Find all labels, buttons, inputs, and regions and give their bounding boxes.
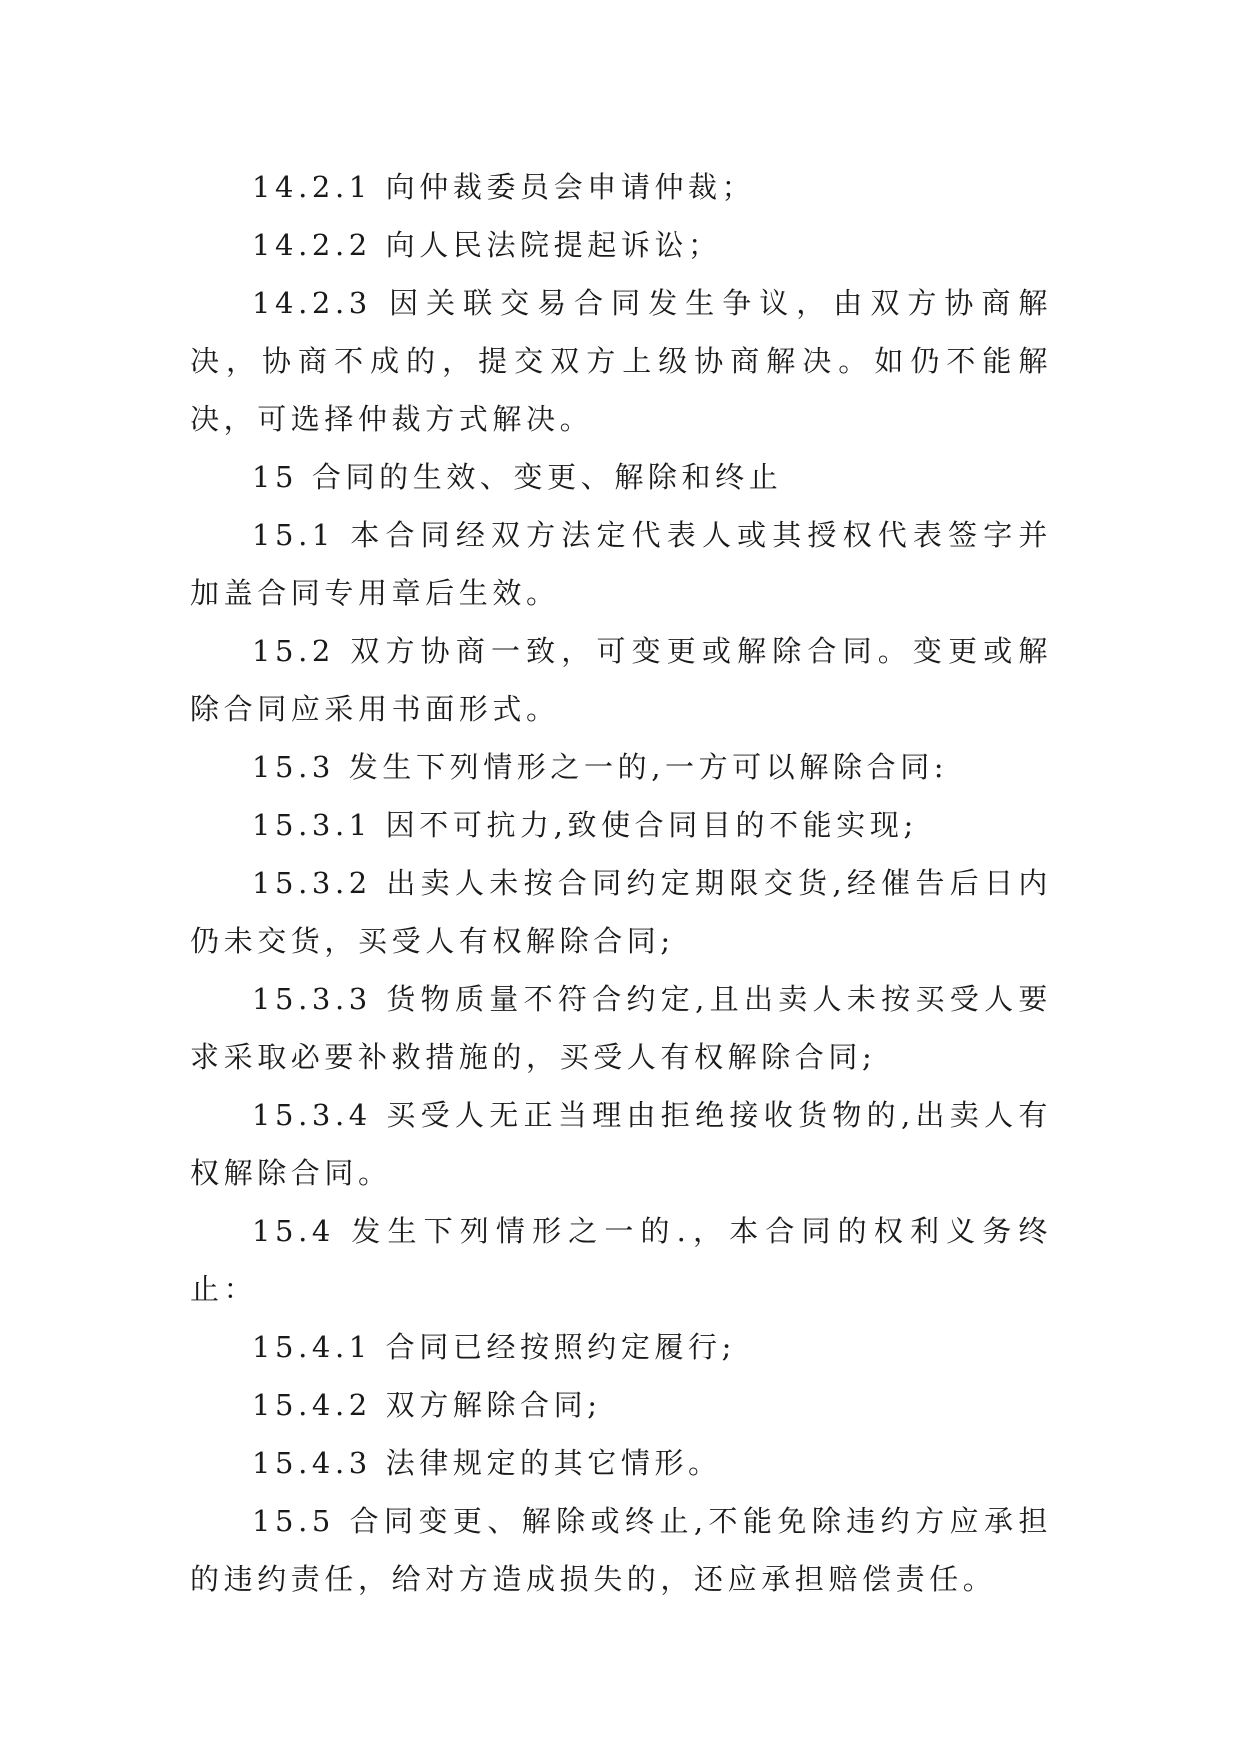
clause-15-4: 15.4 发生下列情形之一的.，本合同的权利义务终止： [190, 1214, 1052, 1306]
clause-14-2-1: 14.2.1 向仲裁委员会申请仲裁； [252, 170, 756, 204]
clause-15-3-4: 15.3.4 买受人无正当理由拒绝接收货物的,出卖人有权解除合同。 [190, 1098, 1052, 1190]
clause-15-4-3: 15.4.3 法律规定的其它情形。 [252, 1446, 722, 1480]
document-body [190, 158, 1052, 1608]
clause-14-2-3: 14.2.3 因关联交易合同发生争议，由双方协商解决，协商不成的，提交双方上级协商解决。如仍不能解决，可选择仲裁方式解决。 [190, 286, 1052, 436]
clause-15-3-2: 15.3.2 出卖人未按合同约定期限交货,经催告后日内仍未交货，买受人有权解除合同; [190, 866, 1052, 958]
clause-15-3-3: 15.3.3 货物质量不符合约定,且出卖人未按买受人要求采取必要补救措施的，买受人有权解除合同; [190, 982, 1052, 1074]
clause-15-3: 15.3 发生下列情形之一的,一方可以解除合同: [252, 750, 949, 784]
section-15-heading: 15 合同的生效、变更、解除和终止 [252, 460, 783, 494]
clause-15-4-2: 15.4.2 双方解除合同; [252, 1388, 602, 1422]
clause-15-4-1: 15.4.1 合同已经按照约定履行; [252, 1330, 737, 1364]
clause-15-5: 15.5 合同变更、解除或终止,不能免除违约方应承担的违约责任，给对方造成损失的，还应承担赔偿责任。 [190, 1504, 1052, 1596]
clause-15-3-1: 15.3.1 因不可抗力,致使合同目的不能实现; [252, 808, 918, 842]
clause-14-2-2: 14.2.2 向人民法院提起诉讼； [252, 228, 722, 262]
clause-15-1: 15.1 本合同经双方法定代表人或其授权代表签字并加盖合同专用章后生效。 [190, 518, 1052, 610]
clause-15-2: 15.2 双方协商一致，可变更或解除合同。变更或解除合同应采用书面形式。 [190, 634, 1052, 726]
